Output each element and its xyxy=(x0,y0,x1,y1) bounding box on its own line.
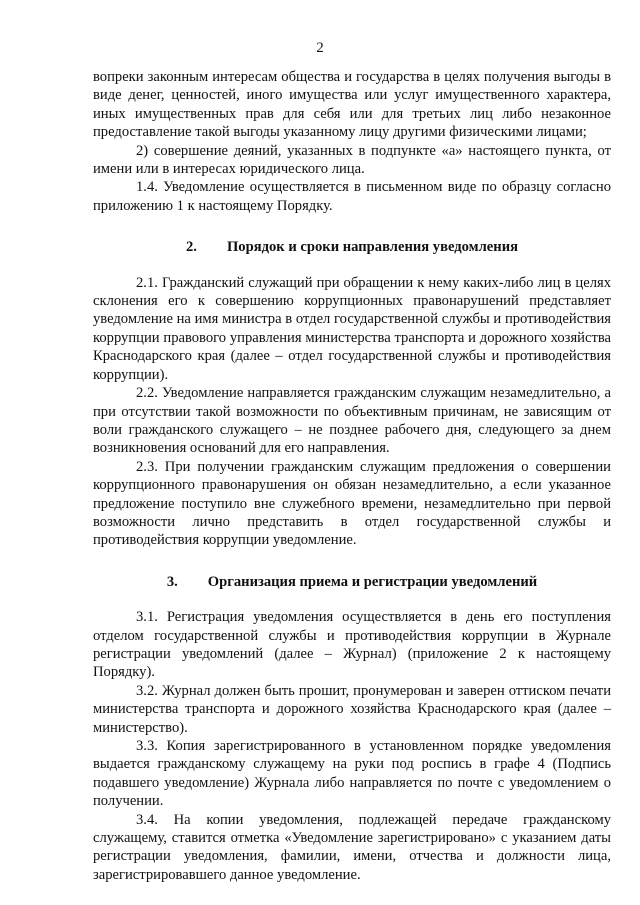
paragraph-3-1: 3.1. Регистрация уведомления осуществляется в день его поступления отделом государственной службы и противодействия коррупции в Журнале регистрации уведомлений (далее – Журнал) (приложение 2 к настоящему Порядку). xyxy=(93,609,611,681)
page-number: 2 xyxy=(316,40,324,56)
paragraph-item-2: 2) совершение деяний, указанных в подпункте «а» настоящего пункта, от имени или в интересах юридического лица. xyxy=(93,142,611,178)
paragraph-2-3: 2.3. При получении гражданским служащим предложения о совершении коррупционного правонарушения он обязан незамедлительно, а если указанное предложение поступило вне служебного времени, незамедлительно при первой возможности лично представить в отдел государственной службы и противодействия коррупции уведомление. xyxy=(93,458,611,549)
section-2-number: 2. xyxy=(186,239,197,256)
section-3-number: 3. xyxy=(166,573,178,590)
paragraph-2-2: 2.2. Уведомление направляется гражданским служащим незамедлительно, а при отсутствии такой возможности по объективным причинам, не зависящим от воли гражданского служащего – не позднее рабочего дня, следующего за днем возникновения оснований для его направления. xyxy=(93,385,611,457)
paragraph-2-1: 2.1. Гражданский служащий при обращении к нему каких-либо лиц в целях склонения его к совершению коррупционных правонарушений представляет уведомление на имя министра в отдел государственной службы и противодействия коррупции правового управления министерства транспорта и дорожного хозяйства Краснодарского края (далее – отдел государственной службы и противодействия коррупции). xyxy=(93,274,611,383)
paragraph-continuation: вопреки законным интересам общества и государства в целях получения выгоды в виде денег, ценностей, иного имущества или услуг имущественного характера, иных имущественных прав для себя или для третьих лиц либо незаконное предоставление такой выгоды указанному лицу другими физическими лицами; xyxy=(93,69,611,141)
section-3-title: Организация приема и регистрации уведомлений xyxy=(207,573,538,590)
paragraph-3-4: 3.4. На копии уведомления, подлежащей передаче гражданскому служащему, ставится отметка «Уведомление зарегистрировано» с указанием даты регистрации уведомления, фамилии, имени, отчества и должности лица, зарегистрировавшего данное уведомление. xyxy=(93,811,611,883)
paragraph-3-3: 3.3. Копия зарегистрированного в установленном порядке уведомления выдается гражданскому служащему на руки под роспись в графе 4 (Подпись подавшего уведомление) Журнала либо направляется по почте с уведомлением о получении. xyxy=(93,738,611,810)
document-body xyxy=(93,68,611,884)
section-2-title: Порядок и сроки направления уведомления xyxy=(226,239,518,256)
paragraph-1-4: 1.4. Уведомление осуществляется в письменном виде по образцу согласно приложению 1 к настоящему Порядку. xyxy=(93,179,611,214)
section-3-heading xyxy=(93,573,611,591)
section-2-heading xyxy=(93,238,611,256)
paragraph-3-2: 3.2. Журнал должен быть прошит, пронумерован и заверен оттиском печати министерства транспорта и дорожного хозяйства Краснодарского края (далее – министерство). xyxy=(93,682,611,736)
